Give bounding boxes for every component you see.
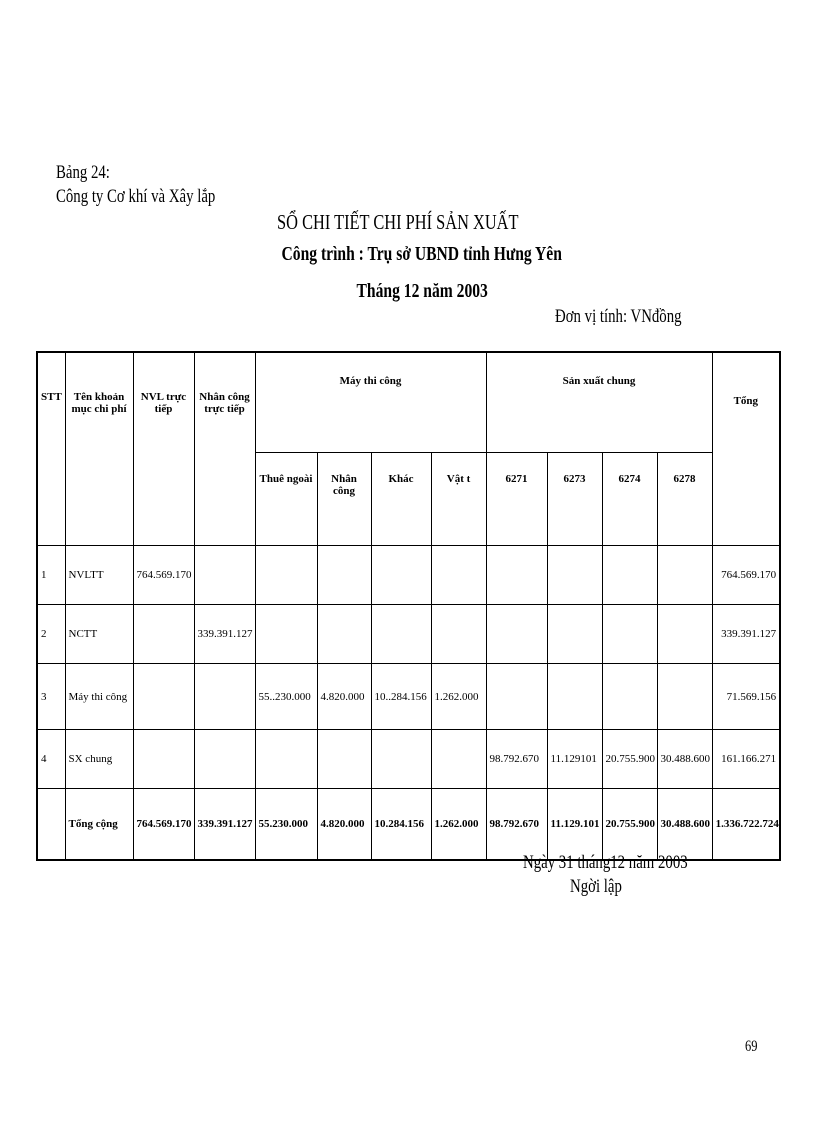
cell-thue-ngoai bbox=[255, 730, 317, 789]
page-number: 69 bbox=[745, 1038, 758, 1055]
cell-6278 bbox=[657, 546, 712, 605]
col-header-may-thi-cong: Máy thi công bbox=[255, 352, 486, 453]
table-row bbox=[37, 664, 780, 730]
cell-6273 bbox=[547, 605, 602, 664]
cell-vat-tu: 1.262.000 bbox=[431, 789, 486, 861]
cell-nvl bbox=[133, 605, 194, 664]
cell-nc: 339.391.127 bbox=[194, 605, 255, 664]
cell-stt: 1 bbox=[37, 546, 65, 605]
document-title: SỔ CHI TIẾT CHI PHÍ SẢN XUẤT bbox=[277, 210, 519, 234]
cost-ledger-table bbox=[36, 351, 781, 861]
header-row bbox=[37, 352, 780, 453]
signature-date: Ngày 31 tháng12 năm 2003 bbox=[523, 852, 688, 873]
cell-tong: 339.391.127 bbox=[712, 605, 780, 664]
company-name: Công ty Cơ khí và Xây lắp bbox=[56, 186, 216, 207]
cell-6271 bbox=[486, 546, 547, 605]
col-header-6274: 6274 bbox=[602, 453, 657, 546]
table-label: Bảng 24: bbox=[56, 162, 110, 183]
cell-nc bbox=[194, 664, 255, 730]
cell-nc bbox=[194, 730, 255, 789]
col-header-6271: 6271 bbox=[486, 453, 547, 546]
cell-vat-tu: 1.262.000 bbox=[431, 664, 486, 730]
cell-stt: 2 bbox=[37, 605, 65, 664]
cell-6273 bbox=[547, 546, 602, 605]
col-header-khac: Khác bbox=[371, 453, 431, 546]
cell-tong: 71.569.156 bbox=[712, 664, 780, 730]
cell-6271 bbox=[486, 664, 547, 730]
cell-6274 bbox=[602, 546, 657, 605]
col-header-6273: 6273 bbox=[547, 453, 602, 546]
cell-khac bbox=[371, 605, 431, 664]
currency-unit: Đơn vị tính: VNđồng bbox=[555, 306, 682, 327]
cell-name: NCTT bbox=[65, 605, 133, 664]
cell-khac: 10..284.156 bbox=[371, 664, 431, 730]
cell-thue-ngoai: 55.230.000 bbox=[255, 789, 317, 861]
cell-nvl: 764.569.170 bbox=[133, 789, 194, 861]
cell-6278: 30.488.600 bbox=[657, 789, 712, 861]
cell-nvl: 764.569.170 bbox=[133, 546, 194, 605]
col-header-sx-chung: Sản xuất chung bbox=[486, 352, 712, 453]
cell-tong: 161.166.271 bbox=[712, 730, 780, 789]
col-header-tong: Tổng bbox=[712, 352, 780, 546]
cell-6271: 98.792.670 bbox=[486, 730, 547, 789]
cell-khac bbox=[371, 730, 431, 789]
cell-name: Tổng cộng bbox=[65, 789, 133, 861]
cell-6274 bbox=[602, 664, 657, 730]
col-header-stt: STT bbox=[37, 352, 65, 546]
col-header-item-name: Tên khoản mục chi phí bbox=[65, 352, 133, 546]
col-header-nhan-cong: Nhân công trực tiếp bbox=[194, 352, 255, 546]
cell-khac bbox=[371, 546, 431, 605]
report-month: Tháng 12 năm 2003 bbox=[356, 280, 488, 302]
cell-6274: 20.755.900 bbox=[602, 789, 657, 861]
cell-stt: 4 bbox=[37, 730, 65, 789]
cell-stt: 3 bbox=[37, 664, 65, 730]
col-header-6278: 6278 bbox=[657, 453, 712, 546]
cell-6278 bbox=[657, 664, 712, 730]
table-row bbox=[37, 730, 780, 789]
cell-nc: 339.391.127 bbox=[194, 789, 255, 861]
cell-vat-tu bbox=[431, 605, 486, 664]
cell-thue-ngoai bbox=[255, 605, 317, 664]
cell-6273: 11.129.101 bbox=[547, 789, 602, 861]
col-header-thue-ngoai: Thuê ngoài bbox=[255, 453, 317, 546]
cell-name: SX chung bbox=[65, 730, 133, 789]
cell-6278 bbox=[657, 605, 712, 664]
table-row bbox=[37, 605, 780, 664]
cell-6273: 11.129101 bbox=[547, 730, 602, 789]
preparer-label: Ngời lập bbox=[570, 876, 622, 897]
cell-6274: 20.755.900 bbox=[602, 730, 657, 789]
cell-nvl bbox=[133, 730, 194, 789]
cell-6271 bbox=[486, 605, 547, 664]
cell-name: Máy thi công bbox=[65, 664, 133, 730]
cell-nhan-cong: 4.820.000 bbox=[317, 664, 371, 730]
cell-khac: 10.284.156 bbox=[371, 789, 431, 861]
cell-stt bbox=[37, 789, 65, 861]
cell-vat-tu bbox=[431, 730, 486, 789]
cell-nhan-cong bbox=[317, 730, 371, 789]
cell-tong: 1.336.722.724 bbox=[712, 789, 780, 861]
table-row bbox=[37, 546, 780, 605]
cell-tong: 764.569.170 bbox=[712, 546, 780, 605]
cell-thue-ngoai bbox=[255, 546, 317, 605]
cell-nhan-cong: 4.820.000 bbox=[317, 789, 371, 861]
cell-vat-tu bbox=[431, 546, 486, 605]
cell-thue-ngoai: 55..230.000 bbox=[255, 664, 317, 730]
cell-6273 bbox=[547, 664, 602, 730]
cell-nhan-cong bbox=[317, 546, 371, 605]
cell-6274 bbox=[602, 605, 657, 664]
cell-6271: 98.792.670 bbox=[486, 789, 547, 861]
cell-nc bbox=[194, 546, 255, 605]
cell-name: NVLTT bbox=[65, 546, 133, 605]
cell-6278: 30.488.600 bbox=[657, 730, 712, 789]
project-name: Công trình : Trụ sở UBND tỉnh Hưng Yên bbox=[281, 243, 563, 265]
cell-nvl bbox=[133, 664, 194, 730]
cell-nhan-cong bbox=[317, 605, 371, 664]
total-row bbox=[37, 789, 780, 861]
col-header-may-nhan-cong: Nhân công bbox=[317, 453, 371, 546]
col-header-vat-tu: Vật t bbox=[431, 453, 486, 546]
col-header-nvl: NVL trực tiếp bbox=[133, 352, 194, 546]
